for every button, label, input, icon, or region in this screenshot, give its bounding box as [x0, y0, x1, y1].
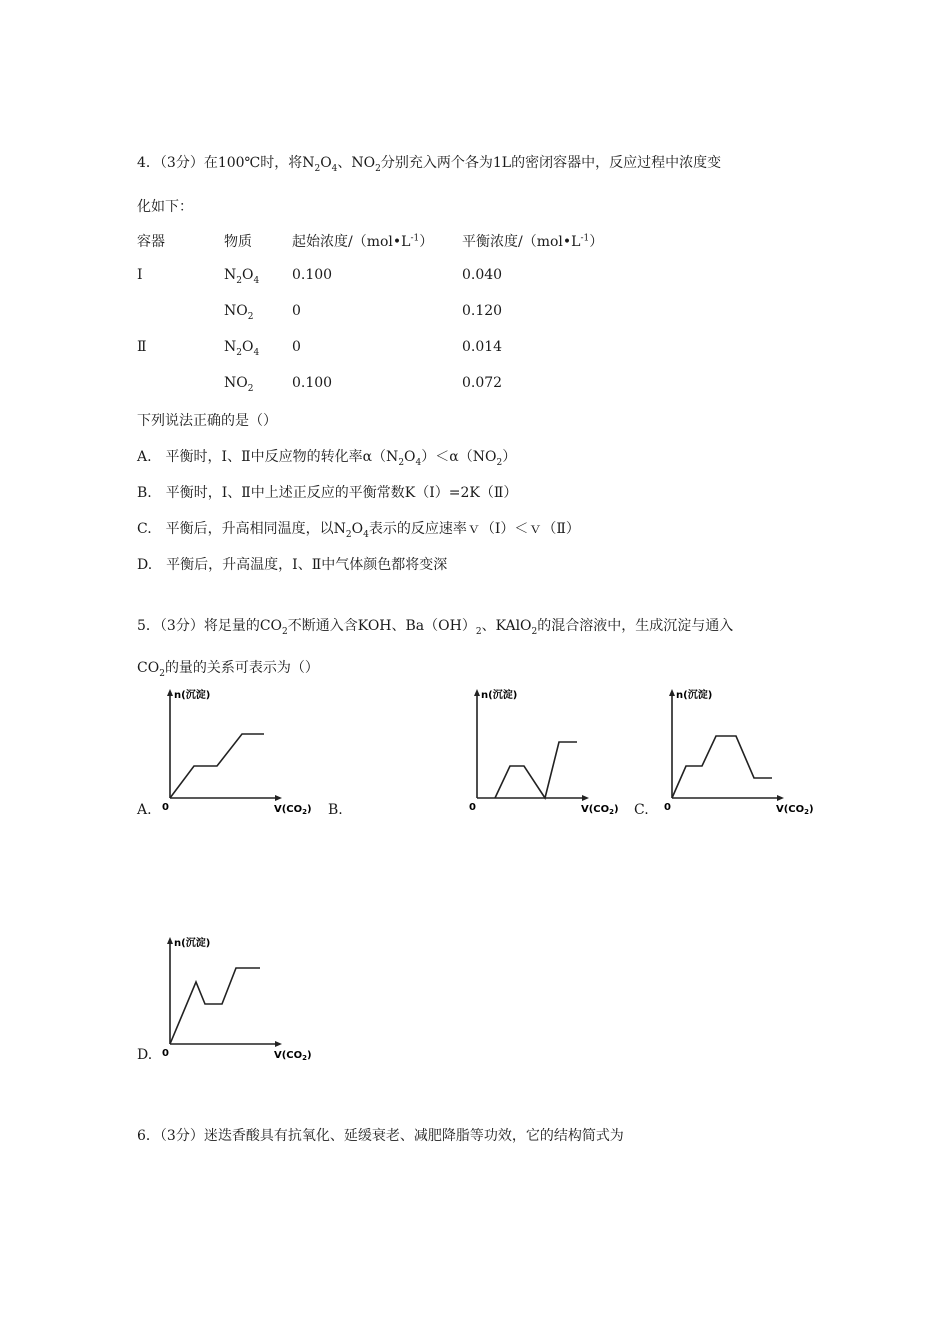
table-row-1-substance: $N_2O_4$	[224, 267, 260, 286]
precipitation-curve	[672, 736, 772, 798]
precipitation-curve	[170, 734, 264, 798]
x-axis-label: $V(CO_2)$	[581, 804, 619, 816]
y-axis-label: n(沉淀)	[174, 938, 211, 949]
table-header-start-conc: 起始浓度$/(mol•L^{-1})$	[292, 233, 434, 250]
q4-prompt: 下列说法正确的是（）	[137, 413, 277, 429]
graph-a	[160, 686, 330, 816]
table-row-1-start: 0.100	[292, 267, 333, 283]
option-b-letter: B.	[328, 802, 343, 818]
origin-label: 0	[469, 802, 476, 813]
table-row-2-start: 0	[292, 303, 301, 319]
table-row-3-container: Ⅱ	[137, 339, 147, 355]
table-row-2-substance: $NO_2$	[224, 303, 254, 322]
table-row-3-start: 0	[292, 339, 301, 355]
q4-option-b: B. 平衡时，Ⅰ、Ⅱ中上述正反应的平衡常数K（Ⅰ）=2K（Ⅱ）	[137, 485, 518, 501]
origin-label: 0	[162, 1048, 169, 1059]
q6-stem: 6．（3分）迷迭香酸具有抗氧化、延缓衰老、减肥降脂等功效，它的结构简式为	[137, 1128, 624, 1144]
option-a-letter: A.	[137, 802, 152, 818]
q4-option-a: A. 平衡时，Ⅰ、Ⅱ中反应物的转化率$\alpha(N_2O_4)<\alpha(NO_2)$	[137, 449, 517, 468]
table-row-1-eq: 0.040	[462, 267, 503, 283]
table-row-1-container: Ⅰ	[137, 267, 143, 283]
origin-label: 0	[664, 802, 671, 813]
table-row-3-eq: 0.014	[462, 339, 503, 355]
table-row-2-eq: 0.120	[462, 303, 503, 319]
x-axis-arrow	[582, 795, 589, 801]
table-row-4-start: 0.100	[292, 375, 333, 391]
q4-stem-line2: 化如下：	[137, 199, 193, 215]
table-header-substance: 物质	[224, 234, 252, 250]
x-axis-arrow	[275, 795, 282, 801]
q5-stem-line2: $CO_2$的量的关系可表示为（）	[137, 660, 319, 679]
origin-label: 0	[162, 802, 169, 813]
option-d-letter: D.	[137, 1047, 153, 1063]
table-header-eq-conc: 平衡浓度$/(mol•L^{-1})$	[462, 233, 604, 250]
y-axis-label: n(沉淀)	[481, 690, 518, 701]
option-c-letter: C.	[634, 802, 649, 818]
table-header-container: 容器	[137, 234, 165, 250]
q4-option-d: D. 平衡后，升高温度，Ⅰ、Ⅱ中气体颜色都将变深	[137, 557, 448, 573]
table-row-4-eq: 0.072	[462, 375, 503, 391]
y-axis-label: n(沉淀)	[676, 690, 713, 701]
precipitation-curve	[170, 968, 260, 1044]
q4-stem-line1: 4．（3分）在100℃时，将$N_2O_4$、$NO_2$分别充入两个各为1L的密闭容器中，反应过程中浓度变	[137, 155, 722, 174]
q4-option-c: C. 平衡后，升高相同温度，以$N_2O_4$表示的反应速率ｖ（Ⅰ）＜ｖ（Ⅱ）	[137, 521, 580, 540]
x-axis-label: $V(CO_2)$	[274, 1050, 312, 1062]
y-axis-arrow	[167, 689, 173, 696]
y-axis-arrow	[669, 689, 675, 696]
precipitation-curve	[495, 742, 577, 798]
q5-stem-line1: 5．（3分）将足量的$CO_2$不断通入含KOH、$Ba(OH)_2$、KAlO$_2$的混合溶液中，生成沉淀与通入	[137, 618, 734, 637]
x-axis-label: $V(CO_2)$	[776, 804, 814, 816]
x-axis-arrow	[275, 1041, 282, 1047]
y-axis-label: n(沉淀)	[174, 690, 211, 701]
table-row-4-substance: $NO_2$	[224, 375, 254, 394]
table-row-3-substance: $N_2O_4$	[224, 339, 260, 358]
y-axis-arrow	[474, 689, 480, 696]
y-axis-arrow	[167, 937, 173, 944]
x-axis-arrow	[777, 795, 784, 801]
graph-d	[160, 934, 330, 1064]
graph-c	[662, 686, 822, 816]
graph-b	[467, 686, 627, 816]
x-axis-label: $V(CO_2)$	[274, 804, 312, 816]
